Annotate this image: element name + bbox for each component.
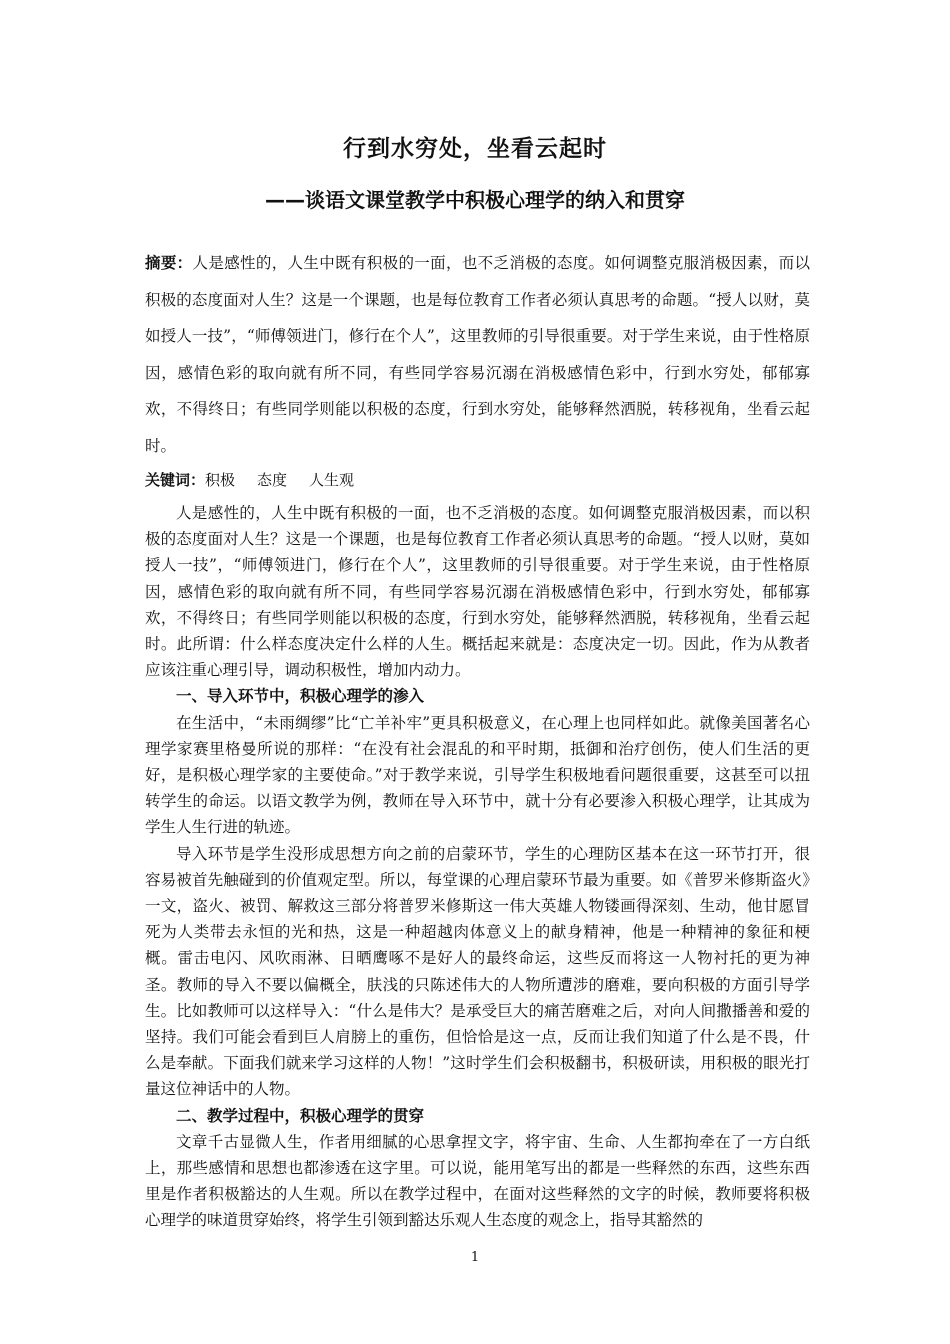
keyword: 积极 <box>205 471 236 489</box>
keywords-label: 关键词： <box>145 471 206 489</box>
keyword: 态度 <box>257 471 288 489</box>
document-body <box>145 500 810 1234</box>
paragraph: 在生活中，“未雨绸缪”比“亡羊补牢”更具积极意义，在心理上也同样如此。就像美国著名心理学家赛里格曼所说的那样：“在没有社会混乱的和平时期，抵御和治疗创伤，使人们生活的更好，是积极心理学家的主要使命。”对于教学来说，引导学生积极地看问题很重要，这甚至可以扭转学生的命运。以语文教学为例，教师在导入环节中，就十分有必要渗入积极心理学，让其成为学生人生行进的轨迹。 <box>145 713 810 837</box>
abstract-text: 人是感性的，人生中既有积极的一面，也不乏消极的态度。如何调整克服消极因素，而以积极的态度面对人生？这是一个课题，也是每位教育工作者必须认真思考的命题。“授人以财，莫如授人一技”，“师傅领进门，修行在个人”，这里教师的引导很重要。对于学生来说，由于性格原因，感情色彩的取向就有所不同，有些同学容易沉溺在消极感情色彩中，行到水穷处，郁郁寡欢，不得终日；有些同学则能以积极的态度，行到水穷处，能够释然洒脱，转移视角，坐看云起时。 <box>145 254 810 455</box>
document-subtitle: ——谈语文课堂教学中积极心理学的纳入和贯穿 <box>265 188 685 212</box>
keywords <box>145 467 810 493</box>
document-title: 行到水穷处，坐看云起时 <box>343 136 607 162</box>
abstract <box>145 245 810 464</box>
keyword: 人生观 <box>309 471 355 489</box>
abstract-label: 摘要： <box>145 254 193 272</box>
paragraph: 导入环节是学生没形成思想方向之前的启蒙环节，学生的心理防区基本在这一环节打开，很容易被首先触碰到的价值观定型。所以，每堂课的心理启蒙环节最为重要。如《普罗米修斯盗火》一文，盗火、被罚、解救这三部分将普罗米修斯这一伟大英雄人物镂画得深刻、生动，他甘愿冒死为人类带去永恒的光和热，这是一种超越肉体意义上的献身精神，他是一种精神的象征和梗概。雷击电闪、风吹雨淋、日晒鹰啄不是好人的最终命运，这些反而将这一人物衬托的更为神圣。教师的导入不要以偏概全，肤浅的只陈述伟大的人物所遭涉的磨难，要向积极的方面引导学生。比如教师可以这样导入：“什么是伟大？是承受巨大的痛苦磨难之后，对向人间撒播善和爱的坚持。我们可能会看到巨人肩膀上的重伤，但恰恰是这一点，反而让我们知道了什么是不畏，什么是奉献。下面我们就来学习这样的人物！”这时学生们会积极翻书，积极研读，用积极的眼光打量这位神话中的人物。 <box>145 844 810 1099</box>
paragraph: 文章千古显微人生，作者用细腻的心思拿捏文字，将宇宙、生命、人生都拘牵在了一方白纸上，那些感情和思想也都渗透在这字里。可以说，能用笔写出的都是一些释然的东西，这些东西里是作者积极豁达的人生观。所以在教学过程中，在面对这些释然的文字的时候，教师要将积极心理学的味道贯穿始终，将学生引领到豁达乐观人生态度的观念上，指导其豁然的 <box>145 1132 810 1230</box>
section-heading: 二、教学过程中，积极心理学的贯穿 <box>176 1106 425 1125</box>
page-number: 1 <box>470 1250 480 1265</box>
section-heading: 一、导入环节中，积极心理学的渗入 <box>176 687 425 706</box>
paragraph: 人是感性的，人生中既有积极的一面，也不乏消极的态度。如何调整克服消极因素，而以积极的态度面对人生？这是一个课题，也是每位教育工作者必须认真思考的命题。“授人以财，莫如授人一技”，“师傅领进门，修行在个人”，这里教师的引导很重要。对于学生来说，由于性格原因，感情色彩的取向就有所不同，有些同学容易沉溺在消极感情色彩中，行到水穷处，郁郁寡欢，不得终日；有些同学则能以积极的态度，行到水穷处，能够释然洒脱，转移视角，坐看云起时。此所谓：什么样态度决定什么样的人生。概括起来就是：态度决定一切。因此，作为从教者应该注重心理引导，调动积极性，增加内动力。 <box>145 504 810 680</box>
